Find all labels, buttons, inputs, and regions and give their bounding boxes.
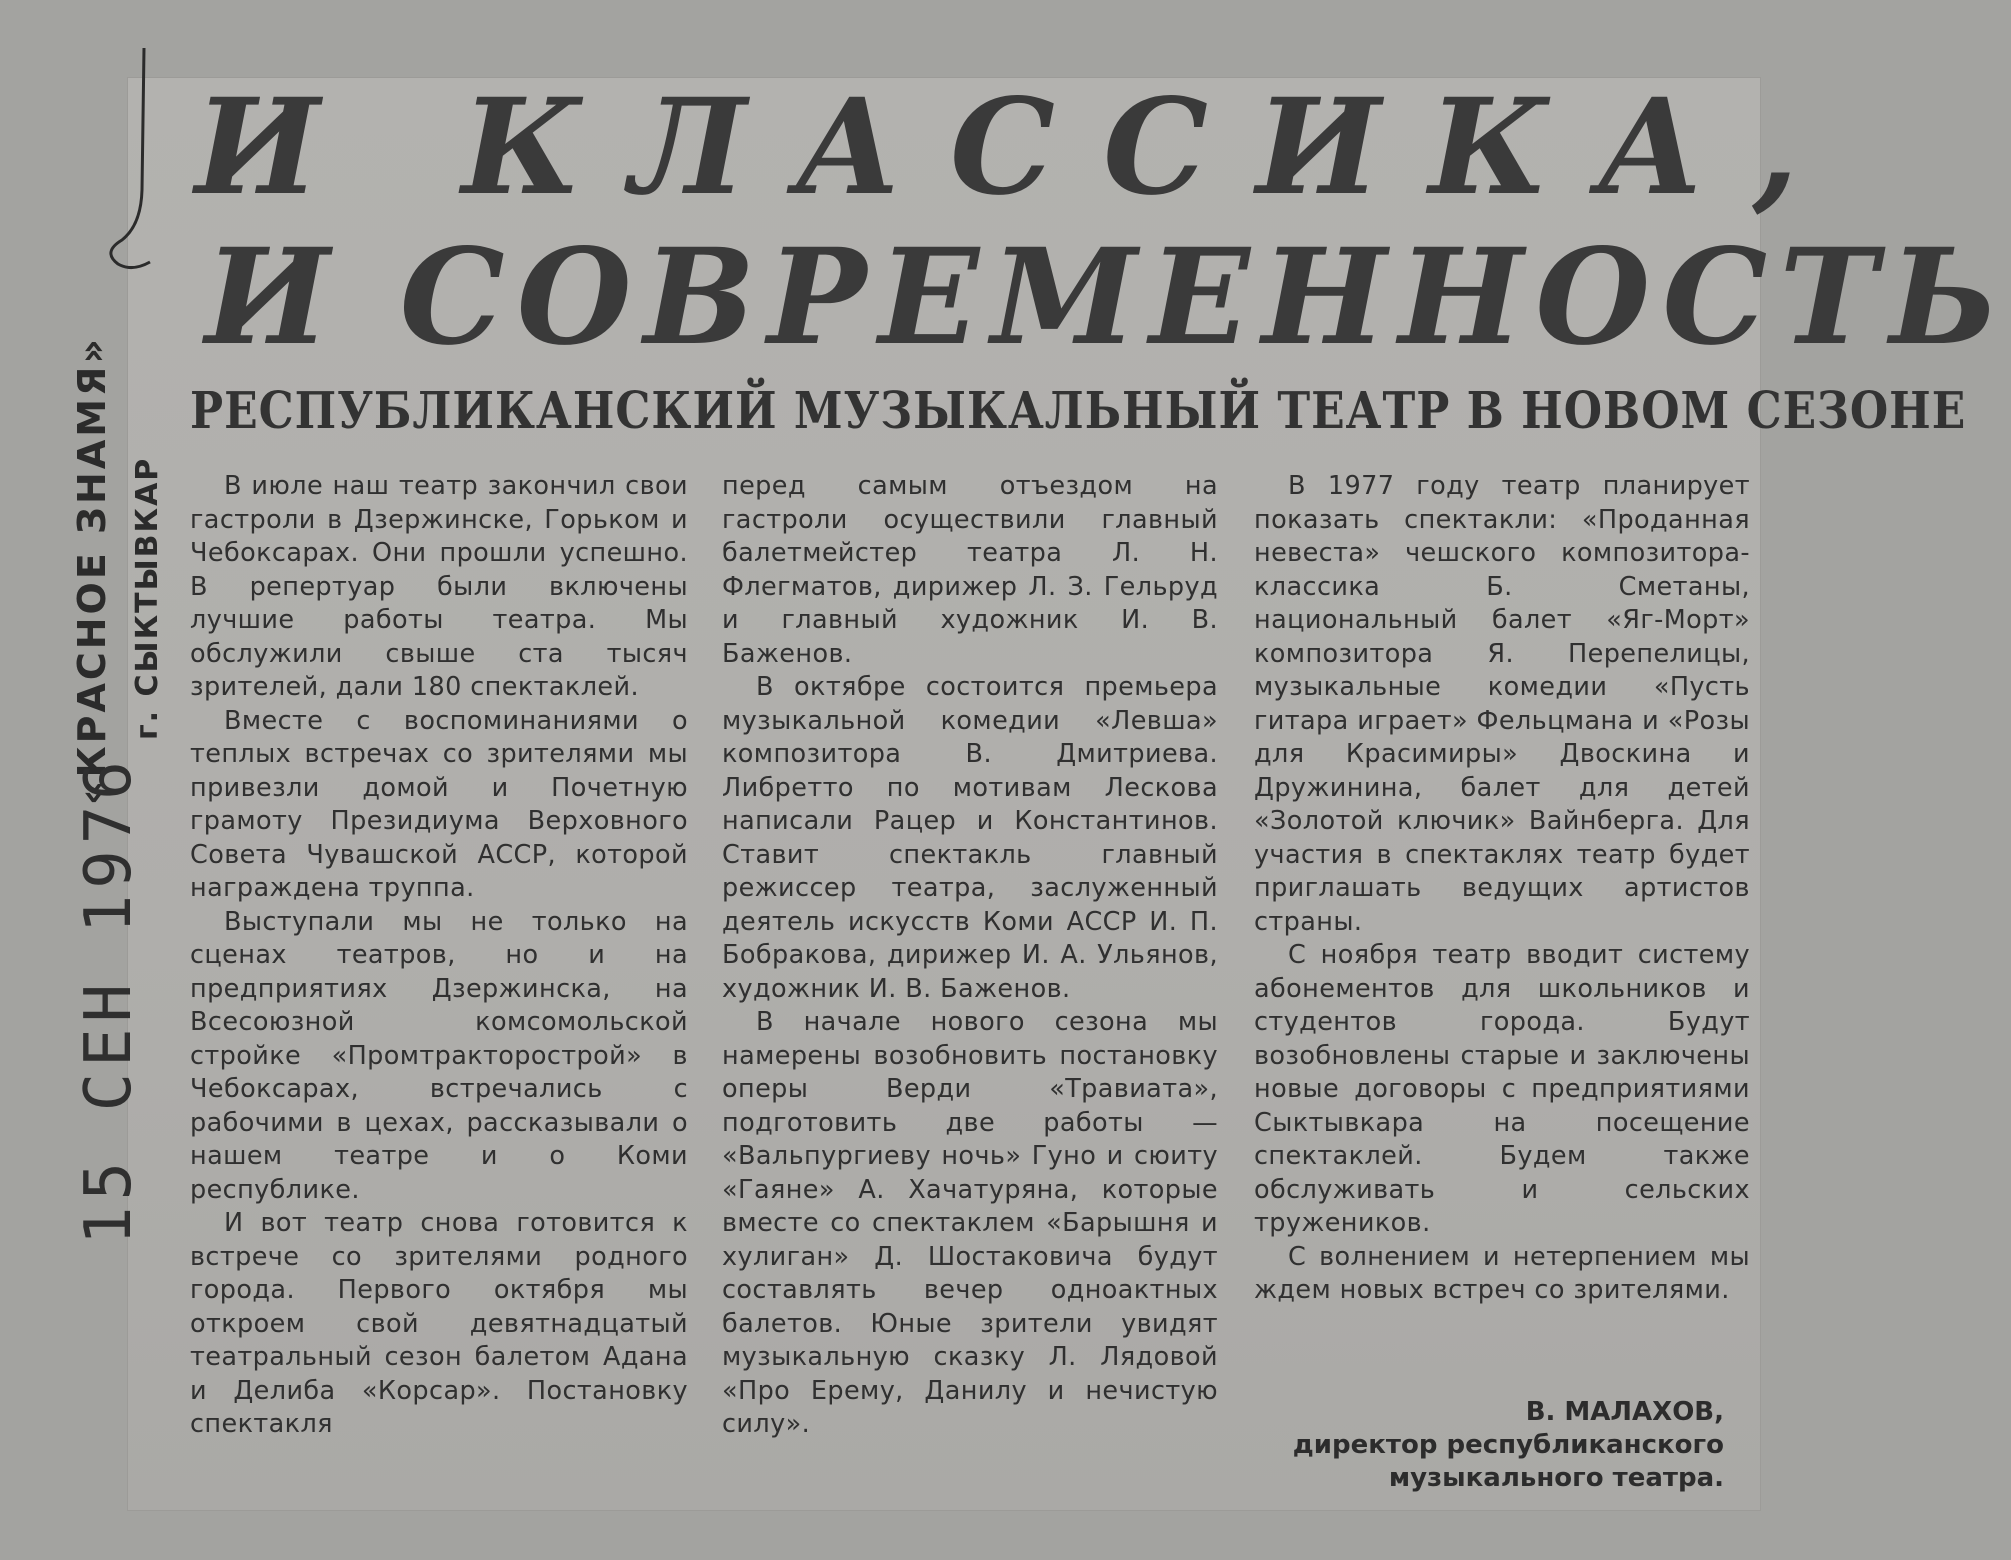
newspaper-name: «КРАСНОЕ ЗНАМЯ» xyxy=(70,336,114,805)
pencil-mark xyxy=(92,40,172,270)
paragraph: перед самым отъездом на гастроли осуществили главный балетмейстер театра Л. Н. Флегматов, дирижер Л. З. Гельруд и главный художник И. В. Баженов. xyxy=(722,471,1218,669)
author-name: В. МАЛАХОВ, xyxy=(1525,1397,1724,1427)
paragraph: В начале нового сезона мы намерены возобновить постановку оперы Верди «Травиата», подготовить две работы — «Вальпургиеву ночь» Гуно и сюиту «Гаяне» А. Хачатуряна, которые вместе со спектаклем «Барышня и хулиган» Д. Шостаковича будут составлять вечер одноактных балетов. Юные зрители увидят музыкальную сказку Л. Лядовой «Про Ерему, Данилу и нечистую силу». xyxy=(722,1007,1218,1439)
paragraph: И вот театр снова готовится к встрече со зрителями родного города. Первого октября мы откроем свой девятнадцатый театральный сезон балетом Адана и Делиба «Корсар». Постановку спектакля xyxy=(190,1208,688,1439)
article-column-2 xyxy=(722,470,1218,1442)
newspaper-city: г. СЫКТЫВКАР xyxy=(130,456,165,740)
headline-line-1: И КЛАССИКА, xyxy=(195,70,1847,225)
date-stamp xyxy=(60,755,180,1250)
author-title: директор республиканского xyxy=(1292,1430,1724,1460)
author-signature xyxy=(1254,1396,1724,1495)
paragraph: С волнением и нетерпением мы ждем новых встреч со зрителями. xyxy=(1254,1241,1750,1305)
subheadline: РЕСПУБЛИКАНСКИЙ МУЗЫКАЛЬНЫЙ ТЕАТР В НОВОМ СЕЗОНЕ xyxy=(190,382,1967,441)
paragraph: С ноября театр вводит систему абонементов для школьников и студентов города. Будут возобновлены старые и заключены новые договоры с предприятиями Сыктывкара на посещение спектаклей. Будем также обслуживать и сельских тружеников. xyxy=(1254,940,1750,1238)
article-column-1 xyxy=(190,470,688,1442)
stamp-date: 15 СЕН 1976 xyxy=(72,755,146,1245)
paragraph: В июле наш театр закончил свои гастроли в Дзержинске, Горьком и Чебоксарах. Они прошли успешно. В репертуар были включены лучшие работы театра. Мы обслужили свыше ста тысяч зрителей, дали 180 спектаклей. xyxy=(190,471,688,702)
paragraph: В октябре состоится премьера музыкальной комедии «Левша» композитора В. Дмитриева. Либретто по мотивам Лескова написали Рацер и Константинов. Ставит спектакль главный режиссер театра, заслуженный деятель искусств Коми АССР И. П. Бобракова, дирижер И. А. Ульянов, художник И. В. Баженов. xyxy=(722,672,1218,1004)
paragraph: В 1977 году театр планирует показать спектакли: «Проданная невеста» чешского композитора-классика Б. Сметаны, национальный балет «Яг-Морт» композитора Я. Перепелицы, музыкальные комедии «Пусть гитара играет» Фельцмана и «Розы для Красимиры» Двоскина и Дружинина, балет для детей «Золотой ключик» Вайнберга. Для участия в спектаклях театр будет приглашать ведущих артистов страны. xyxy=(1254,471,1750,937)
author-title: музыкального театра. xyxy=(1388,1463,1724,1493)
paragraph: Вместе с воспоминаниями о теплых встречах со зрителями мы привезли домой и Почетную грамоту Президиума Верховного Совета Чувашской АССР, которой награждена труппа. xyxy=(190,705,688,903)
article-column-3 xyxy=(1254,470,1750,1308)
headline-line-2: И СОВРЕМЕННОСТЬ xyxy=(205,220,2011,375)
paragraph: Выступали мы не только на сценах театров, но и на предприятиях Дзержинска, на Всесоюзной комсомольской стройке «Промтракторострой» в Чебоксарах, встречались с рабочими в цехах, рассказывали о нашем театре и о Коми республике. xyxy=(190,906,688,1205)
